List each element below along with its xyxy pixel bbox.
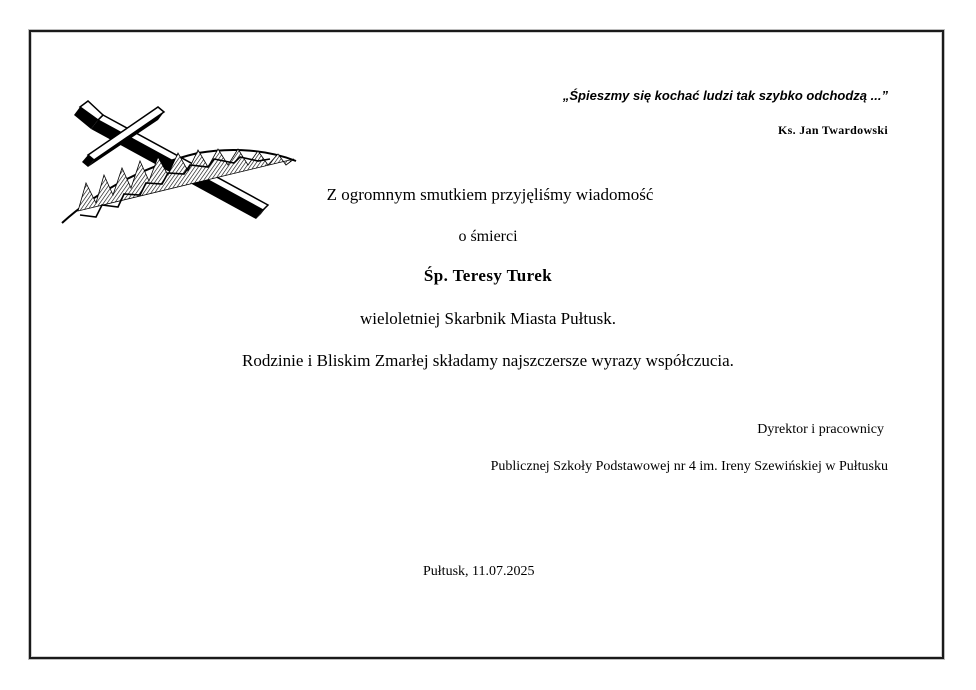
deceased-name: Śp. Teresy Turek: [423, 266, 553, 285]
signature-line-1: Dyrektor i pracownicy: [757, 422, 884, 437]
message-line-2: o śmierci: [458, 228, 518, 245]
signature-line-2: Publicznej Szkoły Podstawowej nr 4 im. Ireny Szewińskiej w Pułtusku: [490, 459, 888, 474]
message-line-4: wieloletniej Skarbnik Miasta Pułtusk.: [360, 309, 616, 328]
message-line-5: Rodzinie i Bliskim Zmarłej składamy najszczersze wyrazy współczucia.: [242, 351, 734, 370]
quote-text: „Śpieszmy się kochać ludzi tak szybko odchodzą ...”: [562, 88, 888, 103]
message-line-1: Z ogromnym smutkiem przyjęliśmy wiadomość: [326, 185, 654, 204]
place-and-date: Pułtusk, 11.07.2025: [423, 564, 535, 579]
quote-author: Ks. Jan Twardowski: [778, 123, 888, 137]
cross-with-palm-branch-icon: [58, 95, 303, 230]
